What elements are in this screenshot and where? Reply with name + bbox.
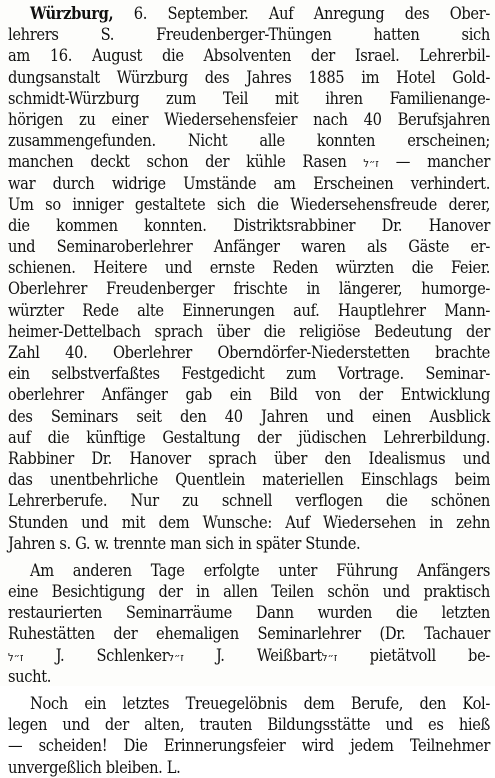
line-text: pietätvoll be- xyxy=(337,645,490,665)
text-line xyxy=(8,236,490,257)
line-text: Rabbiner Dr. Hanover sprach über den Idealismus und xyxy=(8,448,490,468)
text-line xyxy=(8,130,490,151)
line-text: würzter Rede alte Einnerungen auf. Hauptlehrer Mann- xyxy=(8,300,490,320)
text-line xyxy=(8,257,490,278)
article-paragraph xyxy=(8,693,490,778)
line-text: Am anderen Tage erfolgte unter Führung Anfängers xyxy=(30,560,490,580)
line-text: oberlehrer Anfänger gab ein Bild von der Entwicklung xyxy=(8,385,490,405)
text-line xyxy=(8,757,490,778)
text-line xyxy=(8,151,490,172)
line-text: Ruhestätten der ehemaligen Seminarlehrer (Dr. Tachauer xyxy=(8,624,490,644)
text-line xyxy=(8,581,490,602)
line-text: eine Besichtigung der in allen Teilen schön und praktisch xyxy=(8,582,490,602)
text-line xyxy=(8,215,490,236)
text-line xyxy=(8,714,490,735)
line-text: J. Schlenker xyxy=(23,645,169,665)
line-text: war durch widrige Umstände am Erscheinen verhindert. xyxy=(8,173,490,193)
line-text: auf die künftige Gestaltung der jüdischen Lehrerbildung. xyxy=(8,427,490,447)
text-line xyxy=(8,384,490,405)
text-line xyxy=(8,24,490,45)
article-paragraph xyxy=(8,560,490,687)
line-text: Oberlehrer Freudenberger frischte in längerer, humorge- xyxy=(8,279,490,299)
text-line xyxy=(8,623,490,644)
text-line xyxy=(8,173,490,194)
line-text: Jahren s. G. w. trennte man sich in später Stunde. xyxy=(8,533,361,553)
line-text: lehrers S. Freudenberger-Thüngen hatten sich xyxy=(8,25,490,45)
text-line xyxy=(8,448,490,469)
text-line xyxy=(8,666,490,687)
line-text: restaurierten Seminarräume Dann wurden die letzten xyxy=(8,603,490,623)
line-text: schienen. Heitere und ernste Reden würzten die Feier. xyxy=(8,258,490,278)
line-text: — scheiden! Die Erinnerungsfeier wird jedem Teilnehmer xyxy=(8,736,490,756)
text-line xyxy=(8,427,490,448)
text-line xyxy=(8,735,490,756)
text-line xyxy=(8,693,490,714)
line-text: — mancher xyxy=(378,152,490,172)
line-text: legen und der alten, trauten Bildungsstätte und es hieß xyxy=(8,715,490,735)
article-paragraph xyxy=(8,3,490,554)
text-line xyxy=(8,560,490,581)
text-line xyxy=(8,109,490,130)
text-line xyxy=(8,342,490,363)
line-text: hörigen zu einer Wiedersehensfeier nach 40 Berufsjahren xyxy=(8,109,490,129)
line-text: Noch ein letztes Treuegelöbnis dem Berufe, den Kol- xyxy=(30,694,490,713)
line-text: schmidt-Würzburg zum Teil mit ihren Familienange- xyxy=(8,88,490,108)
text-line xyxy=(8,88,490,109)
hebrew-abbreviation: ז״ל xyxy=(363,157,379,171)
line-text: manchen deckt schon der kühle Rasen xyxy=(8,152,347,172)
text-line xyxy=(8,45,490,66)
text-line xyxy=(8,278,490,299)
text-line xyxy=(8,602,490,623)
line-text: unvergeßlich bleiben. L. xyxy=(8,757,181,777)
line-text: heimer-Dettelbach sprach über die religiöse Bedeutung der xyxy=(8,321,490,341)
text-line xyxy=(8,67,490,88)
text-line xyxy=(8,406,490,427)
hebrew-abbreviation: ז״ל xyxy=(8,650,24,664)
text-line xyxy=(8,300,490,321)
line-text: des Seminars seit den 40 Jahren und einen Ausblick xyxy=(8,406,490,426)
line-text: Lehrerberufe. Nur zu schnell verflogen die schönen xyxy=(8,491,490,511)
line-text: die kommen konnten. Distriktsrabbiner Dr. Hanover xyxy=(8,215,490,235)
text-line xyxy=(8,490,490,511)
text-line xyxy=(8,194,490,215)
text-line xyxy=(8,3,490,24)
dateline: Würzburg, xyxy=(30,4,114,23)
text-line xyxy=(8,645,490,666)
line-text: dungsanstalt Würzburg des Jahres 1885 im Hotel Gold- xyxy=(8,67,490,87)
text-line xyxy=(8,363,490,384)
line-text: Stunden und mit dem Wunsche: Auf Wiedersehen in zehn xyxy=(8,512,490,532)
text-line xyxy=(8,512,490,533)
line-text: 6. September. Auf Anregung des Ober- xyxy=(113,4,490,23)
line-text: Um so inniger gestaltete sich die Wiedersehensfreude derer, xyxy=(8,194,490,214)
line-text: am 16. August die Absolventen der Israel. Lehrerbil- xyxy=(8,46,490,66)
hebrew-abbreviation: ז״ל xyxy=(321,650,338,664)
line-text: Zahl 40. Oberlehrer Oberndörfer-Niederstetten brachte xyxy=(8,343,490,362)
text-line xyxy=(8,533,490,554)
hebrew-abbreviation: ז״ל xyxy=(168,650,184,664)
article-text xyxy=(8,3,490,778)
line-text: J. Weißbart xyxy=(183,645,322,665)
line-text: und Seminaroberlehrer Anfänger waren als Gäste er- xyxy=(8,237,490,257)
text-line xyxy=(8,469,490,490)
line-text: zusammengefunden. Nicht alle konnten erscheinen; xyxy=(8,131,490,151)
text-line xyxy=(8,321,490,342)
line-text: sucht. xyxy=(8,666,52,686)
line-text: ein selbstverfaßtes Festgedicht zum Vortrage. Seminar- xyxy=(8,364,490,384)
line-text: das unentbehrliche Quentlein materiellen Einschlags beim xyxy=(8,470,490,490)
